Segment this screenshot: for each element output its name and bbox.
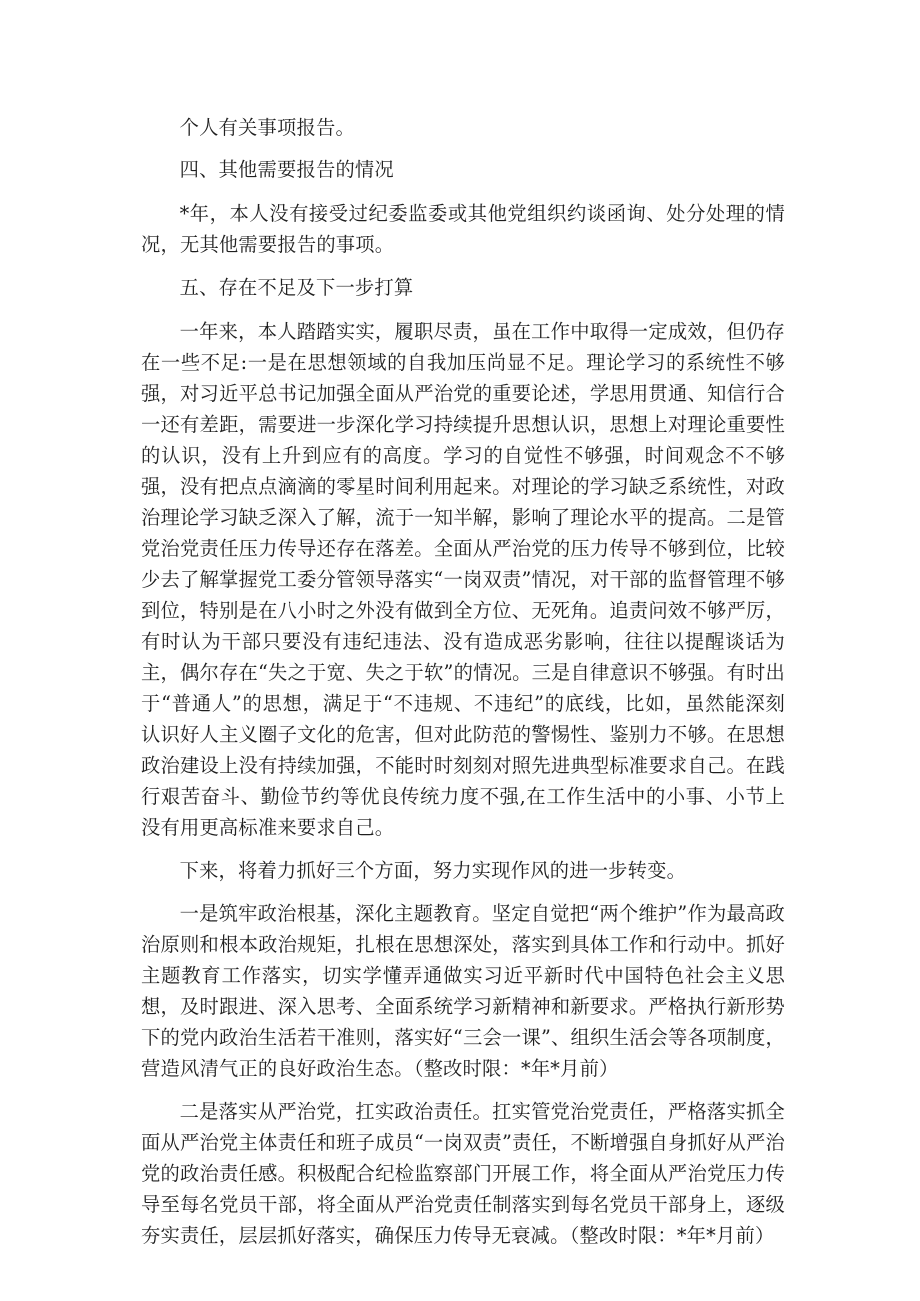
paragraph-other-matters: *年，本人没有接受过纪委监委或其他党组织约谈函询、处分处理的情况，无其他需要报告的事项。 — [141, 202, 785, 256]
document-body — [141, 112, 785, 1263]
section-heading-other-matters: 四、其他需要报告的情况 — [179, 158, 394, 181]
paragraph-next-steps-intro: 下来，将着力抓好三个方面，努力实现作风的进一步转变。 — [179, 859, 687, 882]
paragraph-step-two: 二是落实从严治党，扛实政治责任。扛实管党治党责任，严格落实抓全面从严治党主体责任和班子成员“一岗双责”责任，不断增强自身抓好从严治党的政治责任感。积极配合纪检监察部门开展工作，将全面从严治党压力传导至每名党员干部，将全面从严治党责任制落实到每名党员干部身上，逐级夯实责任，层层抓好落实，确保压力传导无衰减。（整改时限：*年*月前） — [141, 1100, 785, 1247]
paragraph-shortcomings: 一年来，本人踏踏实实，履职尽责，虽在工作中取得一定成效，但仍存在一些不足:一是在思想领域的自我加压尚显不足。理论学习的系统性不够强，对习近平总书记加强全面从严治党的重要论述，学思用贯通、知信行合一还有差距，需要进一步深化学习持续提升思想认识，思想上对理论重要性的认识，没有上升到应有的高度。学习的自觉性不够强，时间观念不不够强，没有把点点滴滴的零星时间利用起来。对理论的学习缺乏系统性，对政治理论学习缺乏深入了解，流于一知半解，影响了理论水平的提高。二是管党治党责任压力传导还存在落差。全面从严治党的压力传导不够到位，比较少去了解掌握党工委分管领导落实“一岗双责”情况，对干部的监督管理不够到位，特别是在八小时之外没有做到全方位、无死角。追责问效不够严厉，有时认为干部只要没有违纪违法、没有造成恶劣影响，往往以提醒谈话为主，偶尔存在“失之于宽、失之于软”的情况。三是自律意识不够强。有时出于“普通人”的思想，满足于“不违规、不违纪”的底线，比如，虽然能深刻认识好人主义圈子文化的危害，但对此防范的警惕性、鉴别力不够。在思想政治建设上没有持续加强，不能时时刻刻对照先进典型标准要求自己。在践行艰苦奋斗、勤俭节约等优良传统力度不强,在工作生活中的小事、小节上没有用更高标准来要求自己。 — [141, 320, 785, 839]
paragraph-continued-text: 个人有关事项报告。 — [179, 116, 355, 139]
paragraph-step-one: 一是筑牢政治根基，深化主题教育。坚定自觉把“两个维护”作为最高政治原则和根本政治规矩，扎根在思想深处，落实到具体工作和行动中。抓好主题教育工作落实，切实学懂弄通做实习近平新时代中国特色社会主义思想，及时跟进、深入思考、全面系统学习新精神和新要求。严格执行新形势下的党内政治生活若干准则，落实好“三会一课”、组织生活会等各项制度，营造风清气正的良好政治生态。（整改时限：*年*月前） — [141, 902, 785, 1080]
section-heading-shortcomings-plan: 五、存在不足及下一步打算 — [179, 276, 414, 299]
